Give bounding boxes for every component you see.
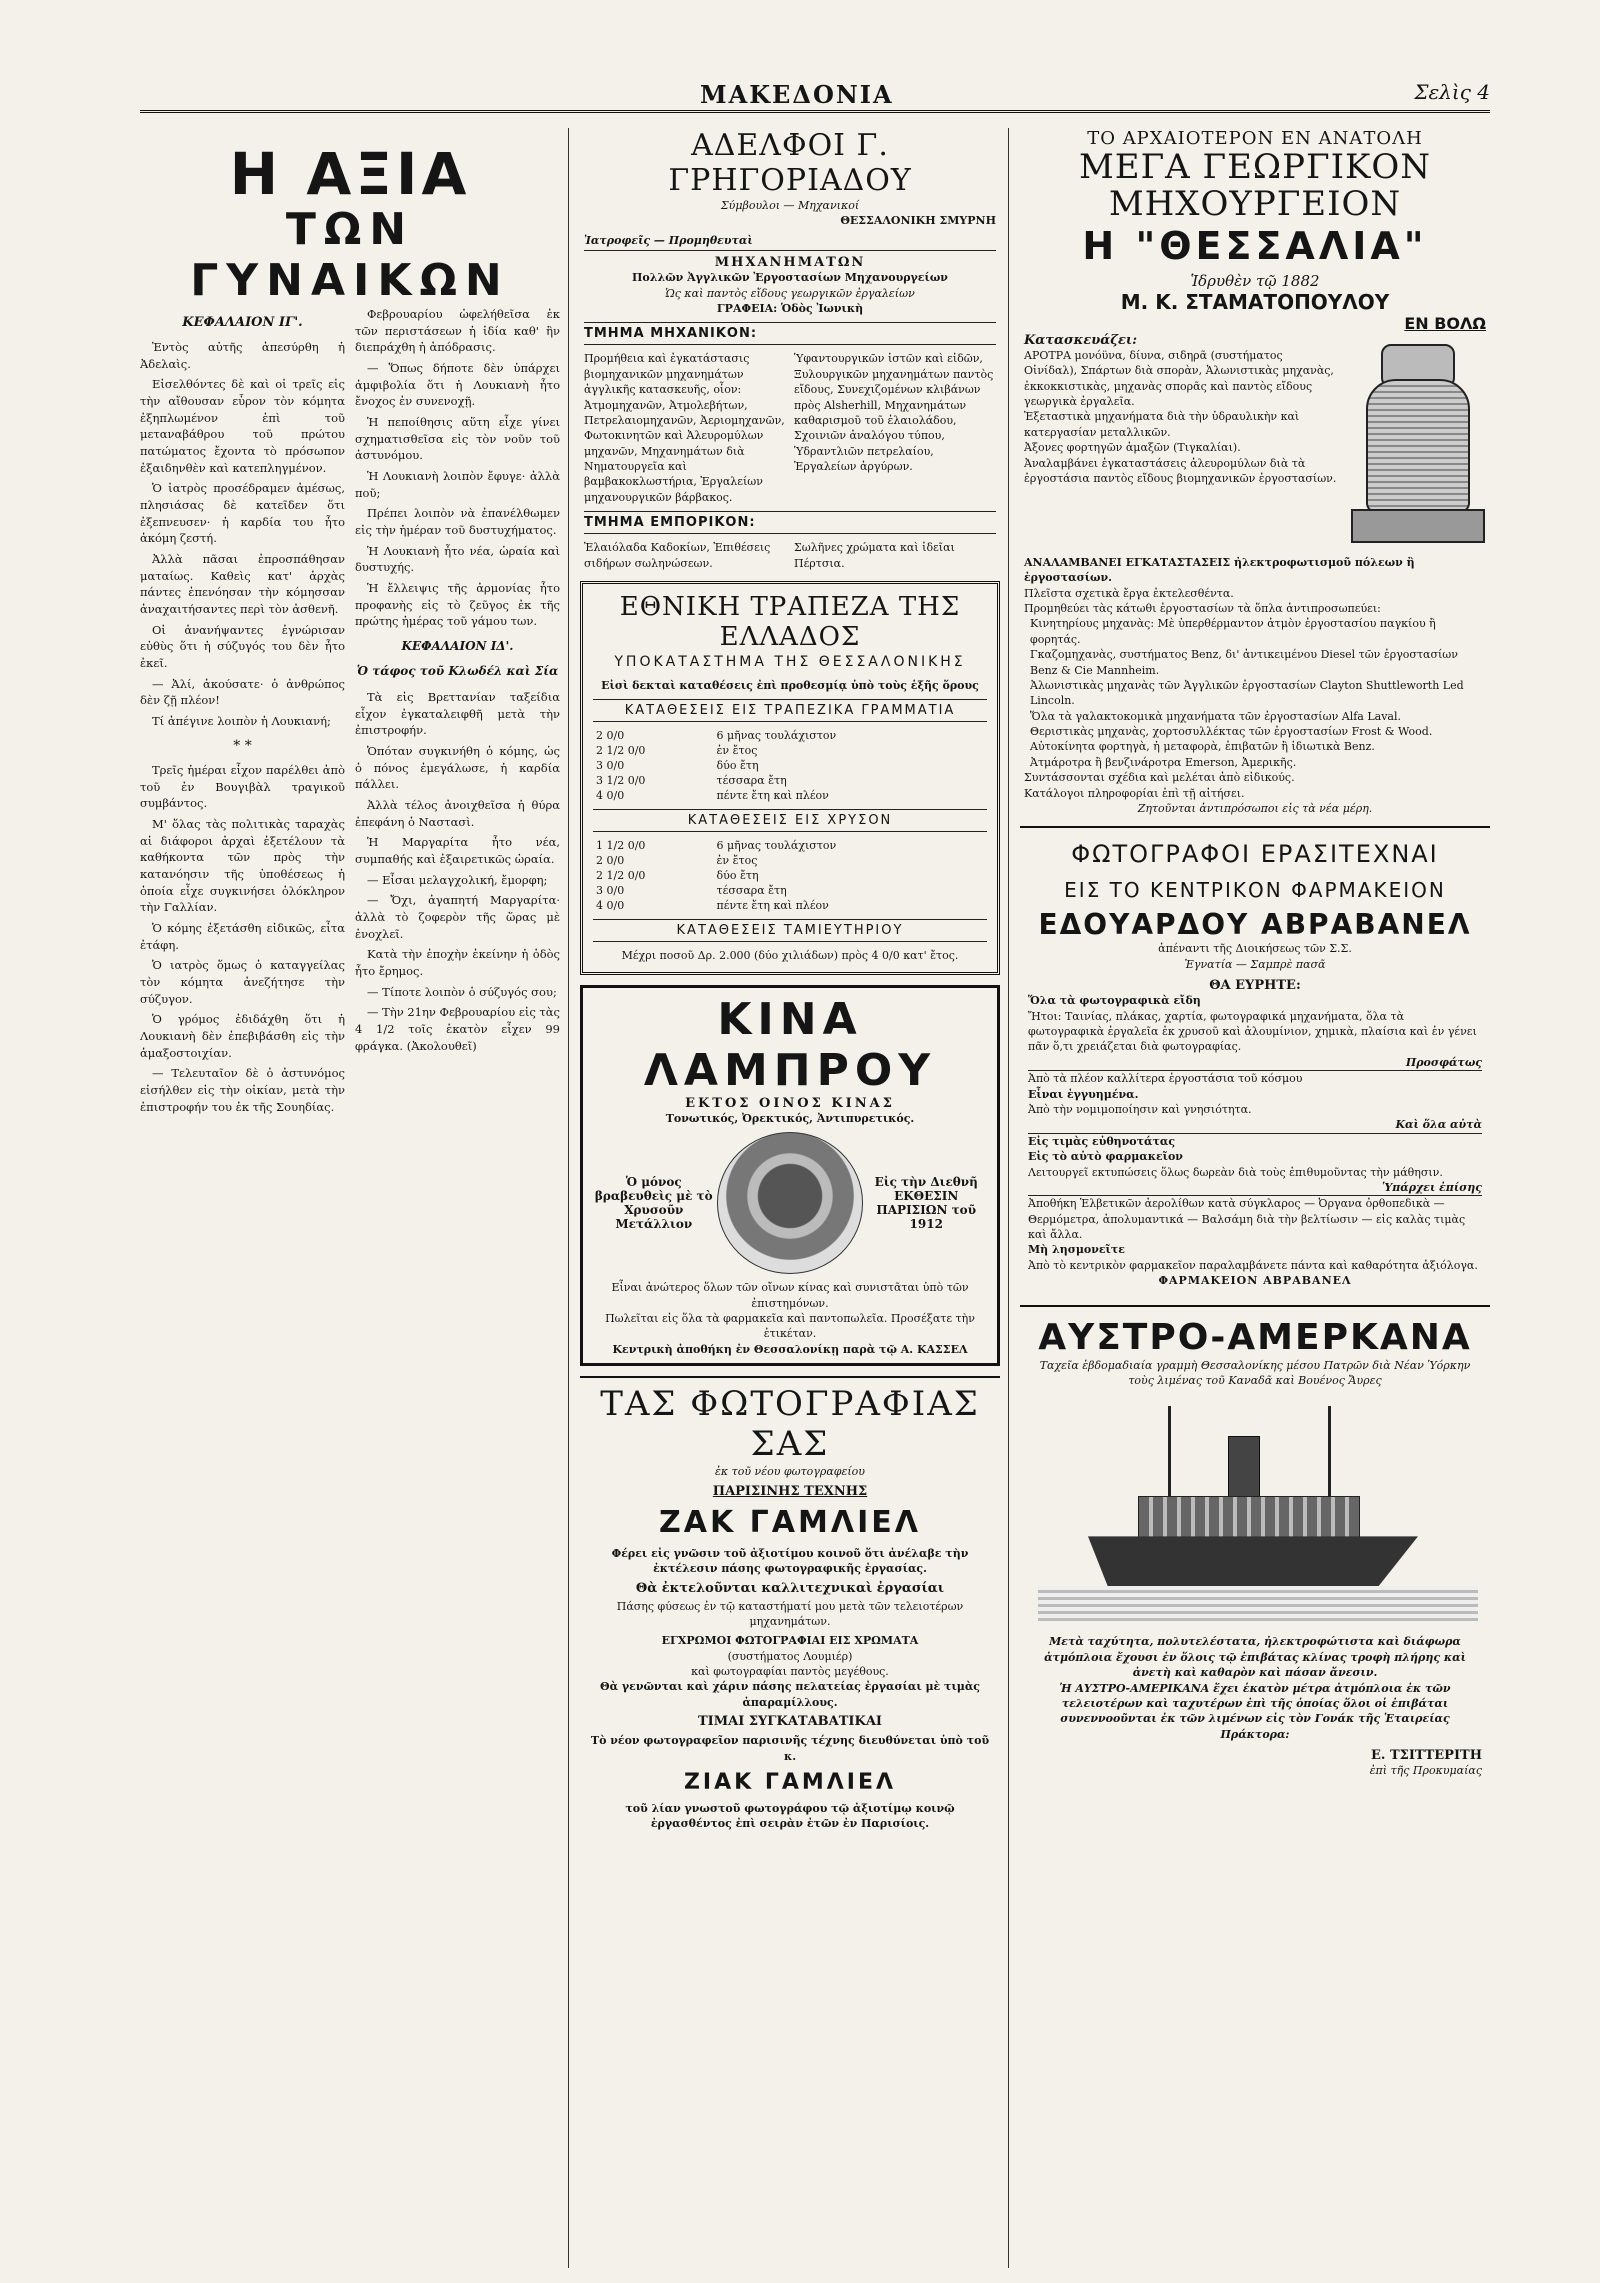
article-paragraph: Τρεῖς ἡμέραι εἶχον παρέλθει ἀπὸ τοῦ ἐν Βουγιβὰλ τραγικοῦ συμβάντος. (140, 762, 345, 811)
article-paragraph: Οἱ ἀνανήψαντες ἐγνώρισαν εὐθὺς ὅτι ἡ σύζυγός του δὲν ἦτο ἐκεῖ. (140, 622, 345, 670)
photo-ad-school: ΠΑΡΙΣΙΝΗΣ ΤΕΧΝΗΣ (712, 1483, 868, 1499)
photo-ad-body: Πάσης φύσεως ἐν τῷ καταστήματί μου μετὰ τῶν τελειοτέρων μηχανημάτων. (616, 1599, 964, 1628)
photo-ad-prices: ΤΙΜΑΙ ΣΥΓΚΑΤΑΒΑΤΙΚΑΙ (698, 1714, 882, 1730)
table-row (593, 758, 987, 773)
term-cell: 6 μῆνας τουλάχιστον (716, 839, 837, 853)
mill-body: Συντάσσονται σχέδια καὶ μελέται ἀπὸ εἰδικούς. (1024, 771, 1295, 785)
rate-cell: 2 0/0 (596, 854, 625, 868)
photo-ad-body: Θὰ γενῶνται καὶ χάριν πάσης πελατείας ἐργασίαι μὲ τιμὰς ἀπαραμίλλους. (600, 1680, 980, 1709)
pharmacy-new-line: Ἀπὸ τὰ πλέον καλλίτερα ἐργοστάσια τοῦ κόσμου (1028, 1072, 1303, 1086)
mill-founded: Ἱδρυθὲν τῷ 1882 (1190, 271, 1320, 290)
article-column (140, 128, 560, 2278)
article-paragraph: Ἀλλὰ πᾶσαι ἐπροσπάθησαν ματαίως. Καθεὶς κατ' ἀρχὰς πάντες ἐπενόησαν τὴν κόμησσαν ἀναχαιτήσαντες περὶ τὸν ἀσθενῆ. (140, 551, 345, 616)
photo-ad-body: καὶ φωτογραφίαι παντὸς μεγέθους. (691, 1665, 889, 1679)
mill-list-item: Κινητηρίους μηχανὰς: Μὲ ὑπερθέρμαντον ἀτμὸν ἐργοστασίου παγκίου ἢ φορητάς. (1030, 617, 1436, 646)
mill-body: Ἀξονες φορτηγῶν ἁμαξῶν (Τιγκαλίαι). (1024, 441, 1241, 455)
trade-section-body (584, 540, 996, 571)
rate-cell: 2 1/2 0/0 (596, 869, 646, 883)
sea-shape (1038, 1586, 1478, 1621)
machines-heading: ΜΗΧΑΝΗΜΑΤΩΝ (714, 255, 866, 271)
chapter-title: Ὁ τάφος τοῦ Κλωδέλ καὶ Σία (356, 664, 559, 679)
term-cell: τέσσαρα ἔτη (716, 774, 787, 788)
mill-makes: Κατασκευάζει: (1024, 332, 1138, 348)
mill-header (1024, 128, 1486, 333)
photo-ad-body: Θὰ ἐκτελοῦνται καλλιτεχνικαὶ ἐργασίαι (635, 1581, 945, 1597)
table-row (593, 773, 987, 788)
mill-list-item: Ἀλωνιστικὰς μηχανὰς τῶν Ἀγγλικῶν ἐργοστασίων Clayton Shuttleworth Led Lincoln. (1030, 678, 1464, 708)
pharmacy-find-line: Ὅλα τὰ φωτογραφικὰ εἴδη (1028, 994, 1201, 1008)
pharmacy-also-line: Ἀπὸ τὸ κεντρικὸν φαρμακεῖον παραλαμβάνετε πάντα καὶ καθαρότητα ἀξιόλογα. (1028, 1258, 1478, 1272)
kina-award-right: Εἰς τὴν Διεθνῆ ΕΚΘΕΣΙΝ ΠΑΡΙΣΙΩΝ τοῦ 1912 (874, 1175, 978, 1232)
office-line: ΓΡΑΦΕΙΑ: Ὁδὸς Ἰωνικὴ (716, 301, 864, 315)
article-paragraph: — Ὅπως δήποτε δὲν ὑπάρχει ἀμφιβολία ὅτι ἡ Λουκιανὴ ἦτο ἔνοχος ἐν συνενοχῇ. (355, 361, 560, 409)
pharmacy-find-heading: ΘΑ ΕΥΡΗΤΕ: (1209, 978, 1301, 994)
rate-cell: 3 1/2 0/0 (596, 774, 646, 788)
rate-cell: 1 1/2 0/0 (596, 839, 646, 853)
photo-ad-signature: ΖΙΑΚ ΓΑΜΛΙΕΛ (683, 1770, 897, 1796)
masthead (140, 80, 1490, 110)
austro-body: Μετὰ ταχύτητα, πολυτελέστατα, ἠλεκτροφώτιστα καὶ διάφωρα ἀτμόπλοια ἔχουσι ἐν ὅλοις τῷ ἐπιβάτας κλίνας τροφὴ πλήρης καὶ ἀνετὴ καὶ καθαρὸν καὶ πάσαν ἄνεσιν. (1044, 1635, 1466, 1680)
mill-city: ΕΝ ΒΟΛΩ (1404, 313, 1486, 333)
photo-ad-body: Τὸ νέον φωτογραφεῖον παρισινῆς τέχνης διευθύνεται ὑπὸ τοῦ κ. (590, 1734, 990, 1763)
bank-subtitle: ΥΠΟΚΑΤΑΣΤΗΜΑ ΤΗΣ ΘΕΣΣΑΛΟΝΙΚΗΣ (614, 654, 966, 671)
article-headline-sub: ΤΩΝ ΓΥΝΑΙΚΩΝ (190, 204, 510, 306)
rate-cell: 4 0/0 (596, 789, 625, 803)
mill-body: ΑΡΟΤΡΑ μονόϋνα, δίυνα, σιδηρᾶ (συστήματος Οἰνίδαλ), Σπάρτων διὰ σπορὰν, Ἁλωνιστικὰς μηχανὰς, ἐκκοκκιστικὰς, μηχανὰς σπορᾶς καὶ παντὸς εἴδους γεωργικὰ ἐργαλεῖα. (1024, 348, 1334, 408)
mill-list-item: Ὅλα τὰ γαλακτοκομικὰ μηχανήματα τῶν ἐργοστασίων Alfa Laval. (1030, 709, 1401, 723)
article-paragraph: Ἡ Μαργαρίτα ἦτο νέα, συμπαθής καὶ ἐξαιρετικῶς ὡραία. (355, 835, 560, 866)
term-cell: ἐν ἔτος (716, 854, 758, 868)
kina-lamprou-ad (580, 985, 1000, 1366)
bank-section-gold: ΚΑΤΑΘΕΣΕΙΣ ΕΙΣ ΧΡΥΣΟΝ (593, 809, 987, 832)
trade-section-heading: ΤΜΗΜΑ ΕΜΠΟΡΙΚΟΝ: (584, 511, 996, 534)
rate-cell: 3 0/0 (596, 759, 625, 773)
article-paragraph: — Ὄχι, ἀγαπητή Μαργαρίτα· ἀλλὰ τὸ ζοφερὸν τῆς ὥρας μὲ ἐνοχλεῖ. (355, 893, 560, 941)
mill-list-item: Θεριστικὰς μηχανὰς, χορτοσυλλέκτας τῶν ἐργοστασίων Frost & Wood. (1030, 725, 1433, 739)
mechanical-list-left: Προμήθεια καὶ ἐγκατάστασις βιομηχανικῶν μηχανημάτων ἀγγλικῆς κατασκευῆς, οἷον: Ἀτμομηχανῶν, Ἀτμολεβήτων, Πετρελαιομηχανῶν, Ἀεριομηχανῶν, Φωτοκινητῶν καὶ Ἀλευρομύλων μηχανῶν, Μηχανημάτων διὰ Νηματουργεῖα καὶ βαμβακοκλωστήρια, Ἐργαλείων μηχανουργικῶν βάρβακος. (584, 352, 785, 504)
bank-intro: Εἰσὶ δεκταὶ καταθέσεις ἐπὶ προθεσμίᾳ ὑπὸ τοὺς ἑξῆς ὅρους (601, 679, 979, 693)
machines-line: Πολλῶν Ἀγγλικῶν Ἐργοστασίων Μηχανουργείων (632, 271, 948, 285)
article-headline: Η ΑΞΙΑ (229, 140, 471, 208)
table-row (593, 838, 987, 853)
article-paragraph: Ὁ ἰατρὸς προσέδραμεν ἀμέσως, πλησιάσας δὲ κατεῖδεν ὅτι ἐξεπνευσεν· ἡ καρδία του ἦτο ἀκόμη ζεστή. (140, 481, 345, 546)
pharmacy-sign: ΦΑΡΜΑΚΕΙΟΝ ΑΒΡΑΒΑΝΕΛ (1158, 1274, 1352, 1288)
bank-section-notes: ΚΑΤΑΘΕΣΕΙΣ ΕΙΣ ΤΡΑΠΕΖΙΚΑ ΓΡΑΜΜΑΤΙΑ (593, 699, 987, 722)
mechanical-list-right: Ὑφαντουργικῶν ἱστῶν καὶ εἰδῶν, Ξυλουργικῶν μηχανημάτων παντὸς εἴδους, Συνεχιζομένων κλιβάνων πρὸς Alsherhill, Μηχανημάτων καθαρισμοῦ τοῦ ἐλαιολάδου, Σχοινιῶν ἀναλόγου τύπου, Ὑδραντλιῶν πετρελαίου, Ἐργαλείων ἀργύρων. (794, 352, 994, 474)
mill-owner: Μ. Κ. ΣΤΑΜΑΤΟΠΟΥΛΟΥ (1120, 289, 1390, 314)
pharmacy-line-2: ΕΙΣ ΤΟ ΚΕΝΤΡΙΚΟΝ ΦΑΡΜΑΚΕΙΟΝ (1064, 878, 1446, 903)
term-cell: ἐν ἔτος (716, 744, 758, 758)
gamliel-photo-ad (580, 1376, 1000, 1838)
newspaper-title: ΜΑΚΕΔΟΝΙΑ (700, 80, 894, 109)
article-paragraph: Ὁ κόμης ἐξετάσθη εἰδικῶς, εἶτα ἐτάφη. (140, 920, 345, 952)
grigoriadou-title: ΑΔΕΛΦΟΙ Γ. ΓΡΗΓΟΡΙΑΔΟΥ (668, 128, 912, 198)
article-paragraph: Κατὰ τὴν ἐποχὴν ἐκείνην ἡ ὁδὸς ἦτο ἔρημος. (355, 947, 560, 978)
table-row (593, 743, 987, 758)
article-paragraph: Τί ἀπέγινε λοιπὸν ἡ Λουκιανή; (152, 713, 331, 728)
page-number: Σελὶς 4 (1414, 80, 1490, 104)
article-subcolumn-left (140, 306, 345, 1119)
term-cell: δύο ἔτη (716, 759, 759, 773)
mill-install: ΑΝΑΛΑΜΒΑΝΕΙ ΕΓΚΑΤΑΣΤΑΣΕΙΣ ἠλεκτροφωτισμοῦ πόλεων ἢ ἐργοστασίων. (1024, 555, 1415, 585)
pharmacy-new-line: Εἶναι ἐγγυημένα. (1028, 1087, 1139, 1101)
pharmacy-also-heading: Ὑπάρχει ἐπίσης (1028, 1180, 1482, 1196)
rates-table-notes (593, 728, 987, 803)
grigoriadou-services: Ἰατροφεῖς — Προμηθευταὶ (584, 233, 996, 251)
article-paragraph: Τὰ εἰς Βρεττανίαν ταξείδια εἶχον ἐγκαταλειφθῆ μετὰ τὴν ἐπιστροφήν. (355, 689, 560, 738)
mechanical-section-body (584, 351, 996, 505)
term-cell: πέντε ἔτη καὶ πλέον (716, 789, 829, 803)
photo-ad-color-sub: (συστήματος Λουμιέρ) (727, 1649, 853, 1663)
article-paragraph: Ἀλλὰ τέλος ἀνοιχθεῖσα ἡ θύρα ἐπεφάνη ὁ Ναστασὶ. (355, 797, 560, 829)
chapter-heading: ΚΕΦΑΛΑΙΟΝ ΙΓ'. (182, 315, 303, 330)
rate-cell: 4 0/0 (596, 899, 625, 913)
kina-body: Εἶναι ἀνώτερος ὅλων τῶν οἴνων κίνας καὶ συνιστᾶται ὑπὸ τῶν ἐπιστημόνων. (611, 1281, 969, 1310)
table-row (593, 853, 987, 868)
masthead-rule (140, 110, 1490, 113)
mill-line-2: ΜΕΓΑ ΓΕΩΡΓΙΚΟΝ ΜΗΧΟΥΡΓΕΙΟΝ (1078, 147, 1432, 225)
photo-ad-body: τοῦ λίαν γνωστοῦ φωτογράφου τῷ ἀξιοτίμῳ κοινῷ ἐργασθέντος ἐπὶ σειρὰν ἐτῶν ἐν Παρισίοις. (625, 1802, 955, 1831)
pharmacy-all-heading: Καὶ ὅλα αὐτὰ (1028, 1117, 1482, 1133)
term-cell: δύο ἔτη (716, 869, 759, 883)
mill-body: Πλεῖστα σχετικὰ ἔργα ἐκτελεσθέντα. (1024, 586, 1234, 600)
mill-list-item: Γκαζομηχανὰς, συστήματος Benz, δι' ἀντικειμένου Diesel τῶν ἐργοστασίων Benz & Cie Mannheim. (1030, 648, 1458, 677)
article-paragraph: — Τίποτε λοιπὸν ὁ σύζυγός σου; (367, 984, 557, 999)
ship-hull-shape (1088, 1536, 1418, 1586)
tools-line: Ὡς καὶ παντὸς εἴδους γεωργικῶν ἐργαλείων (665, 286, 915, 300)
article-paragraph: Ὁ ιατρὸς ὅμως ὁ καταγγείλας τὸν κόμητα ἀνεζήτησε τὴν σύζυγον. (140, 958, 345, 1006)
mill-body: Ἐξεταστικὰ μηχανήματα διὰ τὴν ὑδραυλικὴν καὶ κατεργασίαν μεταλλικῶν. (1024, 410, 1300, 439)
austro-body: Ἡ ΑΥΣΤΡΟ-ΑΜΕΡΙΚΑΝΑ ἔχει ἑκατὸν μέτρα ἀτμόπλοια ἐκ τῶν τελειοτέρων καὶ ταχυτέρων ἐπὶ τῆς ὁποίας ὅλοι οἱ ἐπιβάται συνεννοοῦνται ἐκ τῶν λιμένων εἰς τὸν Γονάκ τῆς Ἑταιρείας Πράκτορα: (1059, 1681, 1451, 1741)
bank-footer: Μέχρι ποσοῦ Δρ. 2.000 (δύο χιλιάδων) πρὸς 4 0/0 κατ' ἔτος. (621, 949, 959, 963)
bank-title: ΕΘΝΙΚΗ ΤΡΑΠΕΖΑ ΤΗΣ ΕΛΛΑΔΟΣ (619, 592, 961, 653)
austro-agent-sub: ἐπὶ τῆς Προκυμαίας (1369, 1764, 1482, 1778)
trade-list-left: Ἐλαιόλαδα Καδοκίων, Ἐπιθέσεις σιδήρων σωληνώσεων. (584, 541, 771, 570)
mill-line-3: Η "ΘΕΣΣΑΛΙΑ" (1082, 223, 1428, 268)
kina-award-left: Ὁ μόνος βραβευθεὶς μὲ τὸ Χρυσοῦν Μετάλλιον (594, 1175, 713, 1232)
article-subcolumn-right (355, 306, 560, 1119)
table-row (593, 788, 987, 803)
article-paragraph: Ἡ πεποίθησις αὕτη εἶχε γίνει σχηματισθεῖσα εἰς τὸν νοῦν τοῦ ἀστυνόμου. (355, 415, 560, 463)
photo-ad-body: Φέρει εἰς γνῶσιν τοῦ ἀξιοτίμου κοινοῦ ὅτι ἀνέλαβε τὴν ἐκτέλεσιν πάσης φωτογραφικῆς ἐργασίας. (611, 1546, 969, 1575)
kina-title: ΚΙΝΑ ΛΑΜΠΡΟΥ (643, 993, 937, 1096)
ship-funnel-shape (1228, 1436, 1260, 1500)
ads-column-middle (580, 128, 1000, 2278)
chapter-heading: ΚΕΦΑΛΑΙΟΝ ΙΔ'. (401, 639, 514, 654)
kina-subtitle: ΕΚΤΟΣ ΟΙΝΟΣ ΚΙΝΑΣ (685, 1095, 895, 1111)
term-cell: 6 μῆνας τουλάχιστον (716, 729, 837, 743)
article-paragraph: — Ἀλί, ἀκούσατε· ὁ ἀνθρώπος δὲν ζῇ πλέον! (140, 676, 345, 708)
mill-list-item: Ἀτμάροτρα ἢ βενζινάροτρα Emerson, Ἀμερικῆς. (1030, 755, 1297, 769)
kina-tagline: Τονωτικός, Ὀρεκτικός, Ἀντιπυρετικός. (665, 1111, 915, 1125)
rate-cell: 2 1/2 0/0 (596, 744, 646, 758)
pharmacy-all-line: Λειτουργεῖ εκτυπώσεις ὅλως δωρεὰν διὰ τοὺς ἐπιθυμοῦντας τὴν μάθησιν. (1028, 1165, 1443, 1179)
pharmacy-find-line: Ἤτοι: Ταινίας, πλάκας, χαρτία, φωτογραφικά μηχανήματα, ὅλα τὰ φωτογραφικὰ ἐργαλεῖα ἐκ χρυσοῦ καὶ ἀλουμίνιον, χημικὰ, πλαίσια καὶ ἐν γένει πᾶν ὅ,τι χρειάζεται διὰ φωτογραφίας. (1028, 1009, 1477, 1054)
article-paragraph: Μ' ὅλας τὰς πολιτικὰς ταραχὰς αἱ διάφοροι ἀρχαὶ ἐξετέλουν τὰ καθήκοντα τῶν πρὸς τὴν κατανόησιν τῆς ὑποθέσεως ἡ ὁποία εἶχε συγκινήσει ὁλόκληρον τὴν Γαλλίαν. (140, 816, 345, 915)
section-separator: * * (233, 737, 252, 754)
thessalia-mill-ad (1020, 128, 1490, 816)
pharmacy-all-line: Εἰς τιμὰς εὐθηνοτάτας (1028, 1134, 1176, 1148)
trade-list-right: Σωλῆνες χρώματα καὶ ἰδεῖαι Πέρτσια. (794, 541, 955, 570)
kina-depot: Κεντρικὴ ἀποθήκη ἐν Θεσσαλονίκῃ παρὰ τῷ Α. ΚΑΣΣΕΛ (612, 1342, 968, 1356)
rates-table-gold (593, 838, 987, 913)
photographer-name: ΖΑΚ ΓΑΜΛΙΕΛ (659, 1504, 921, 1540)
mill-line-1: ΤΟ ΑΡΧΑΙΟΤΕΡΟΝ ΕΝ ΑΝΑΤΟΛΗ (1087, 128, 1423, 149)
article-paragraph: Ὁ γρόμος ἐδιδάχθη ὅτι ἡ Λουκιανὴ δὲν ἐπεβιβάσθη εἰς τὴν ἁμαξοστοιχίαν. (140, 1012, 345, 1060)
article-paragraph: Εἰσελθόντες δὲ καὶ οἱ τρεῖς εἰς τὴν αἴθουσαν εὗρον τὸν κόμητα ἐξηπλωμένον ἐπὶ τοῦ μεταναβάθρου τοῦ πρώτου πατώματος ἔχοντα τὸ πρόσωπον ἐξαιδηνθὲν καὶ κατεπληγμένον. (140, 377, 345, 475)
bank-section-savings: ΚΑΤΑΘΕΣΕΙΣ ΤΑΜΙΕΥΤΗΡΙΟΥ (593, 919, 987, 942)
grigoriadou-ad (580, 128, 1000, 571)
pharmacy-also-line: Ἀποθήκη Ἑλβετικῶν ἀερολίθων κατὰ σύγκλαρος — Ὀργανα ὀρθοπεδικὰ — Θερμόμετρα, ἀπολυμαντικά — Βαλσάμη διὰ τὴν βελτίωσιν — εἰς καλὰς τιμὰς καὶ ἄλλα. (1028, 1197, 1466, 1242)
ship-deck-shape (1138, 1496, 1360, 1540)
grigoriadou-cities: ΘΕΣΣΑΛΟΝΙΚΗ ΣΜΥΡΝΗ (840, 214, 996, 228)
article-paragraph: Ἡ Λουκιανὴ ἦτο νέα, ὡραία καὶ δυστυχής. (355, 543, 560, 575)
photo-ad-sub: ἐκ τοῦ νέου φωτογραφείου (715, 1465, 865, 1479)
national-bank-ad (580, 581, 1000, 975)
medal-bottle-image (717, 1132, 864, 1274)
article-paragraph: Φεβρουαρίου ὡφελήθεῖσα ἐκ τῶν περιστάσεων ἡ ἰδία καθ' ἣν διεπράχθη ἡ ἀπόδρασις. (355, 307, 560, 355)
steamship-illustration (1028, 1396, 1482, 1626)
ship-mast-shape (1168, 1406, 1171, 1498)
article-paragraph: Πρέπει λοιπὸν νὰ ἐπανέλθωμεν εἰς τὴν ἡμέραν τοῦ δυστυχήματος. (355, 506, 560, 538)
mill-body: Ἀναλαμβάνει ἐγκαταστάσεις ἀλευρομύλων διὰ τὰ ἐργοστάσια παντὸς εἴδους βιομηχανικῶν ἐργοστασίων. (1024, 456, 1337, 485)
photo-ad-color: ΕΓΧΡΩΜΟΙ ΦΩΤΟΓΡΑΦΙΑΙ ΕΙΣ ΧΡΩΜΑΤΑ (661, 1634, 919, 1648)
pharmacy-address: ἀπέναντι τῆς Διοικήσεως τῶν Σ.Σ. (1158, 942, 1352, 956)
pharmacy-street: Ἐγνατία — Σαμπρὲ πασᾶ (1184, 957, 1326, 971)
column-divider (1008, 128, 1009, 2268)
article-paragraph: Ἐντὸς αὐτῆς ἀπεσύρθη ἡ Ἀδελαὶς. (140, 339, 345, 371)
article-paragraph: Ἡ Λουκιανὴ λοιπὸν ἔφυγε· ἀλλὰ ποῦ; (355, 469, 560, 500)
avravanel-pharmacy-ad (1020, 826, 1490, 1294)
photo-ad-title: ΤΑΣ ΦΩΤΟΓΡΑΦΙΑΣ ΣΑΣ (600, 1384, 980, 1465)
rate-cell: 2 0/0 (596, 729, 625, 743)
table-row (593, 898, 987, 913)
machine-base-shape (1351, 509, 1485, 543)
austro-subtitle: Ταχεῖα ἑβδομαδιαία γραμμὴ Θεσσαλονίκης μέσου Πατρῶν διὰ Νέαν Ὑόρκην τοὺς λιμένας τοῦ Καναδᾶ καὶ Βουένος Ἄυρες (1039, 1358, 1471, 1388)
mill-body: Κατάλογοι πληροφορίαι ἐπὶ τῇ αἰτήσει. (1024, 786, 1245, 800)
term-cell: πέντε ἔτη καὶ πλέον (716, 899, 829, 913)
column-divider (568, 128, 569, 2268)
pharmacy-line-1: ΦΩΤΟΓΡΑΦΟΙ ΕΡΑΣΙΤΕΧΝΑΙ (1071, 840, 1439, 869)
pharmacy-line-3: ΕΔΟΥΑΡΔΟΥ ΑΒΡΑΒΑΝΕΛ (1038, 908, 1472, 942)
pharmacy-all-line: Εἰς τὸ αὐτὸ φαρμακεῖον (1028, 1150, 1183, 1164)
ads-column-right (1020, 128, 1490, 2278)
kina-award-row (591, 1132, 989, 1274)
rate-cell: 3 0/0 (596, 884, 625, 898)
table-row (593, 728, 987, 743)
machine-illustration (1346, 339, 1486, 549)
pharmacy-also-line: Μὴ λησμονεῖτε (1028, 1243, 1125, 1257)
article-paragraph: Ἡ ἔλλειψις τῆς ἀρμονίας ἦτο προφανὴς εἰς τὸ ζεῦγος ἐκ τῆς πρώτης ἡμέρας τοῦ γάμου των. (355, 581, 560, 629)
table-row (593, 868, 987, 883)
term-cell: τέσσαρα ἔτη (716, 884, 787, 898)
austro-agent: Ε. ΤΣΙΤΤΕΡΙΤΗ (1371, 1748, 1482, 1764)
austro-americana-ad (1020, 1305, 1490, 1785)
ship-mast-shape (1328, 1406, 1331, 1498)
pharmacy-new-heading: Προσφάτως (1028, 1055, 1482, 1071)
grigoriadou-subtitle: Σύμβουλοι — Μηχανικοί (720, 199, 860, 212)
mill-body: Ζητοῦνται ἀντιπρόσωποι εἰς τὰ νέα μέρη. (1137, 802, 1373, 816)
table-row (593, 883, 987, 898)
mechanical-section-heading: ΤΜΗΜΑ ΜΗΧΑΝΙΚΟΝ: (584, 322, 996, 345)
article-paragraph: — Τελευταῖον δὲ ὁ ἀστυνόμος εἰσήλθεν εἰς τὴν οἰκίαν, μετὰ τὴν ἐπιστροφήν του ἐκ τῆς Σουηδίας. (140, 1066, 345, 1114)
machine-body-shape (1366, 379, 1470, 513)
austro-title: ΑΥΣΤΡΟ-ΑΜΕΡΚΑΝΑ (1038, 1316, 1472, 1358)
article-paragraph: Ὁπόταν συγκινήθη ὁ κόμης, ὡς ὁ πόνος ἐμεγάλωσε, ἡ καρδία πάλλει. (355, 743, 560, 792)
kina-body: Πωλεῖται εἰς ὅλα τὰ φαρμακεῖα καὶ παντοπωλεῖα. Προσέξατε τὴν ἐτικέταν. (605, 1311, 975, 1341)
pharmacy-new-line: Ἀπὸ τὴν νομιμοποίησιν καὶ γνησιότητα. (1028, 1102, 1252, 1116)
article-paragraph: — Τὴν 21ην Φεβρουαρίου εἰς τὰς 4 1/2 τοῖς ἑκατὸν εἶχεν 99 φράγκα. (Ἀκολουθεῖ) (355, 1005, 560, 1053)
mill-list-item: Αὐτοκίνητα φορτηγὰ, ἡ μεταφορὰ, ἐπιβατῶν ἢ ἰδιωτικὰ Benz. (1030, 740, 1375, 754)
mill-body: Προμηθεύει τὰς κάτωθι ἐργοστασίων τὰ ὅπλα ἀντιπροσωπεύει: (1024, 601, 1381, 615)
article-paragraph: — Εἶσαι μελαγχολική, ἔμορφη; (367, 872, 548, 887)
